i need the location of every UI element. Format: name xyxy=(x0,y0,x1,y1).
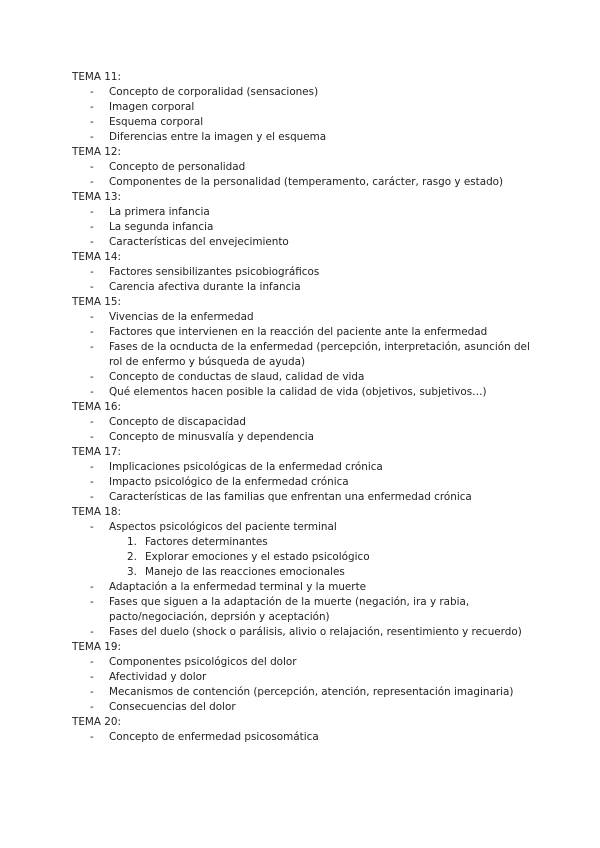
dash-bullet: - xyxy=(90,341,94,353)
dash-bullet: - xyxy=(90,596,94,608)
list-item-text: Componentes de la personalidad (temperamento, carácter, rasgo y estado) xyxy=(109,176,504,188)
list-item xyxy=(72,415,532,430)
tema-section xyxy=(72,295,532,400)
list-item-text: Diferencias entre la imagen y el esquema xyxy=(109,131,327,143)
dash-bullet: - xyxy=(90,461,94,473)
tema-section xyxy=(72,445,532,505)
list-item xyxy=(72,160,532,175)
list-item xyxy=(72,520,532,535)
list-item xyxy=(72,595,532,625)
tema-section xyxy=(72,250,532,295)
list-item xyxy=(72,85,532,100)
list-item xyxy=(72,175,532,190)
list-item xyxy=(72,310,532,325)
list-item-text: Fases que siguen a la adaptación de la muerte (negación, ira y rabia, pacto/negociación, deprsión y aceptación) xyxy=(109,596,470,623)
list-item xyxy=(72,625,532,640)
tema-section xyxy=(72,400,532,445)
dash-bullet: - xyxy=(90,266,94,278)
dash-bullet: - xyxy=(90,491,94,503)
dash-bullet: - xyxy=(90,131,94,143)
dash-bullet: - xyxy=(90,476,94,488)
dash-bullet: - xyxy=(90,221,94,233)
subitem-text: Factores determinantes xyxy=(145,536,268,548)
list-item-text: Concepto de conductas de slaud, calidad de vida xyxy=(109,371,365,383)
list-item-text: Adaptación a la enfermedad terminal y la muerte xyxy=(109,581,367,593)
list-item xyxy=(72,220,532,235)
list-item-text: Concepto de corporalidad (sensaciones) xyxy=(109,86,319,98)
subitem-number: 3. xyxy=(127,566,137,578)
list-item-text: Concepto de discapacidad xyxy=(109,416,247,428)
dash-bullet: - xyxy=(90,116,94,128)
list-item-text: Impacto psicológico de la enfermedad crónica xyxy=(109,476,349,488)
list-item xyxy=(72,460,532,475)
list-item xyxy=(72,280,532,295)
dash-bullet: - xyxy=(90,371,94,383)
tema-title: TEMA 15: xyxy=(72,296,122,308)
list-item xyxy=(72,730,532,745)
tema-section xyxy=(72,640,532,715)
list-item xyxy=(72,115,532,130)
list-item xyxy=(72,655,532,670)
dash-bullet: - xyxy=(90,86,94,98)
list-item xyxy=(72,235,532,250)
list-item-text: Factores sensibilizantes psicobiográficos xyxy=(109,266,320,278)
dash-bullet: - xyxy=(90,161,94,173)
list-item xyxy=(72,130,532,145)
list-item-text: Esquema corporal xyxy=(109,116,204,128)
tema-title: TEMA 19: xyxy=(72,641,122,653)
list-item-text: Mecanismos de contención (percepción, atención, representación imaginaria) xyxy=(109,686,514,698)
list-item-text: Características de las familias que enfrentan una enfermedad crónica xyxy=(109,491,472,503)
dash-bullet: - xyxy=(90,626,94,638)
list-item-text: Aspectos psicológicos del paciente terminal xyxy=(109,521,337,533)
list-item-text: Fases del duelo (shock o parálisis, alivio o relajación, resentimiento y recuerdo) xyxy=(109,626,522,638)
tema-title: TEMA 16: xyxy=(72,401,122,413)
tema-title: TEMA 11: xyxy=(72,71,122,83)
list-item xyxy=(72,475,532,490)
dash-bullet: - xyxy=(90,101,94,113)
list-item-text: Fases de la ocnducta de la enfermedad (percepción, interpretación, asunción del rol de enfermo y búsqueda de ayuda) xyxy=(109,341,530,368)
dash-bullet: - xyxy=(90,326,94,338)
dash-bullet: - xyxy=(90,386,94,398)
list-item xyxy=(72,670,532,685)
tema-section xyxy=(72,145,532,190)
tema-section xyxy=(72,70,532,145)
list-item xyxy=(72,370,532,385)
list-item-text: Vivencias de la enfermedad xyxy=(109,311,254,323)
dash-bullet: - xyxy=(90,581,94,593)
numbered-subitem xyxy=(72,550,532,565)
list-item-text: Componentes psicológicos del dolor xyxy=(109,656,297,668)
tema-title: TEMA 13: xyxy=(72,191,122,203)
numbered-subitem xyxy=(72,565,532,580)
list-item xyxy=(72,205,532,220)
subitem-text: Manejo de las reacciones emocionales xyxy=(145,566,345,578)
dash-bullet: - xyxy=(90,311,94,323)
list-item-text: Imagen corporal xyxy=(109,101,195,113)
dash-bullet: - xyxy=(90,416,94,428)
tema-title: TEMA 14: xyxy=(72,251,122,263)
list-item xyxy=(72,430,532,445)
list-item-text: Concepto de personalidad xyxy=(109,161,246,173)
tema-title: TEMA 20: xyxy=(72,716,122,728)
dash-bullet: - xyxy=(90,521,94,533)
document-body xyxy=(72,70,532,745)
list-item xyxy=(72,325,532,340)
list-item-text: Carencia afectiva durante la infancia xyxy=(109,281,301,293)
tema-title: TEMA 18: xyxy=(72,506,122,518)
dash-bullet: - xyxy=(90,281,94,293)
tema-section xyxy=(72,505,532,640)
list-item xyxy=(72,340,532,370)
list-item xyxy=(72,100,532,115)
list-item-text: Factores que intervienen en la reacción del paciente ante la enfermedad xyxy=(109,326,488,338)
list-item-text: Afectividad y dolor xyxy=(109,671,207,683)
subitem-text: Explorar emociones y el estado psicológico xyxy=(145,551,370,563)
list-item xyxy=(72,700,532,715)
numbered-subitem xyxy=(72,535,532,550)
subitem-number: 2. xyxy=(127,551,137,563)
dash-bullet: - xyxy=(90,236,94,248)
list-item-text: Qué elementos hacen posible la calidad de vida (objetivos, subjetivos…) xyxy=(109,386,487,398)
list-item-text: Concepto de enfermedad psicosomática xyxy=(109,731,319,743)
list-item-text: La segunda infancia xyxy=(109,221,214,233)
list-item-text: Características del envejecimiento xyxy=(109,236,289,248)
tema-title: TEMA 17: xyxy=(72,446,122,458)
list-item-text: La primera infancia xyxy=(109,206,210,218)
dash-bullet: - xyxy=(90,176,94,188)
subitem-number: 1. xyxy=(127,536,137,548)
list-item xyxy=(72,685,532,700)
dash-bullet: - xyxy=(90,671,94,683)
dash-bullet: - xyxy=(90,701,94,713)
tema-section xyxy=(72,715,532,745)
dash-bullet: - xyxy=(90,431,94,443)
list-item-text: Implicaciones psicológicas de la enfermedad crónica xyxy=(109,461,383,473)
dash-bullet: - xyxy=(90,731,94,743)
list-item-text: Consecuencias del dolor xyxy=(109,701,236,713)
list-item xyxy=(72,490,532,505)
tema-title: TEMA 12: xyxy=(72,146,122,158)
list-item-text: Concepto de minusvalía y dependencia xyxy=(109,431,315,443)
list-item xyxy=(72,580,532,595)
list-item xyxy=(72,385,532,400)
list-item xyxy=(72,265,532,280)
dash-bullet: - xyxy=(90,686,94,698)
dash-bullet: - xyxy=(90,206,94,218)
dash-bullet: - xyxy=(90,656,94,668)
tema-section xyxy=(72,190,532,250)
